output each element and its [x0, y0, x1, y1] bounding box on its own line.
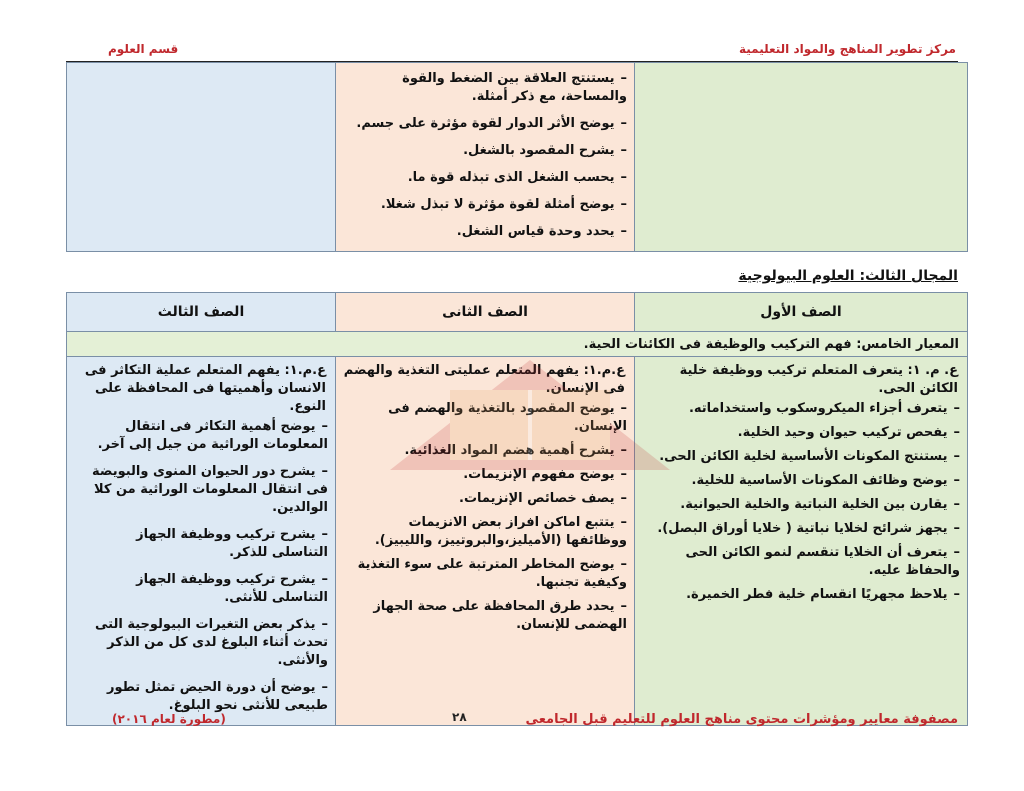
list-item: –يصف خصائص الإنزيمات.	[459, 491, 627, 506]
cell-grade3	[67, 357, 336, 726]
section-title: المجال الثالث: العلوم البيولوجية	[738, 268, 958, 284]
top-cell-grade1	[635, 63, 968, 252]
list-item: –يتعرف أجزاء الميكروسكوب واستخداماته.	[688, 401, 960, 416]
list-item: –يشرح أهمية هضم المواد الغذائية.	[404, 443, 627, 458]
list-item: –يوضح أهمية التكاثر فى انتقال المعلومات الوراثية من جيل إلى آخر.	[97, 419, 328, 452]
list-item: –يستنتج العلاقة بين الضغط والقوة والمساحة، مع ذكر أمثلة.	[402, 71, 627, 104]
top-table	[66, 62, 968, 252]
list-item: –يتتبع اماكن افراز بعض الانزيمات ووظائفها (الأميليز،والبروتييز، والليبيز).	[374, 515, 627, 548]
footer-document-title: مصفوفة معايير ومؤشرات محتوى مناهج العلوم للتعليم قبل الجامعى	[525, 712, 958, 727]
list-item: –يستنتج المكونات الأساسية لخلية الكائن الحى.	[659, 449, 960, 464]
footer-edition: (مطورة لعام ٢٠١٦)	[112, 712, 226, 726]
outcome-lead: ع.م.١: يفهم المتعلم عمليتى التغذية والهضم فى الإنسان.	[343, 363, 625, 396]
list-item: –يذكر بعض التغيرات البيولوجية التى تحدث أثناء البلوغ لدى كل من الذكر والأنثى.	[95, 617, 328, 668]
main-table	[66, 292, 968, 726]
list-item: –يوضح أمثلة لقوة مؤثرة لا تبذل شغلا.	[380, 197, 627, 212]
top-cell-grade3	[67, 63, 336, 252]
grade3-list	[68, 416, 334, 715]
standard-row: المعيار الخامس: فهم التركيب والوظيفة فى الكائنات الحية.	[67, 332, 968, 357]
list-item: –يشرح تركيب ووظيفة الجهاز التناسلى للأنثى.	[136, 572, 328, 605]
page-number: ٢٨	[452, 710, 467, 724]
list-item: –يحدد طرق المحافظة على صحة الجهاز الهضمى للإنسان.	[373, 599, 627, 632]
header-center-name: مركز تطوير المناهج والمواد التعليمية	[738, 42, 956, 56]
list-item: –يفحص تركيب حيوان وحيد الخلية.	[737, 425, 960, 440]
list-item: –يحدد وحدة قياس الشغل.	[456, 224, 627, 239]
top-cell-grade2	[336, 63, 635, 252]
list-item: –يحسب الشغل الذى تبذله قوة ما.	[407, 170, 627, 185]
grade2-list	[337, 398, 633, 634]
list-item: –يشرح دور الحيوان المنوى والبويضة فى انتقال المعلومات الوراثية من كلا الوالدين.	[92, 464, 328, 515]
list-item: –يتعرف أن الخلايا تنقسم لنمو الكائن الحى والحفاظ عليه.	[685, 545, 960, 578]
top-middle-list	[337, 64, 633, 241]
list-item: –يشرح المقصود بالشغل.	[463, 143, 627, 158]
column-header-grade2: الصف الثانى	[336, 293, 635, 332]
list-item: –يجهز شرائح لخلايا نباتية ( خلايا أوراق البصل).	[657, 521, 960, 536]
list-item: –يوضح الأثر الدوار لقوة مؤثرة على جسم.	[356, 116, 627, 131]
list-item: –يوضح أن دورة الحيض تمثل تطور طبيعى للأنثى نحو البلوغ.	[107, 680, 328, 713]
list-item: –يلاحظ مجهريًا انقسام خلية فطر الخميرة.	[686, 587, 960, 602]
cell-grade2	[336, 357, 635, 726]
list-item: –يشرح تركيب ووظيفة الجهاز التناسلى للذكر.	[136, 527, 328, 560]
list-item: –يقارن بين الخلية النباتية والخلية الحيوانية.	[680, 497, 960, 512]
cell-grade1	[635, 357, 968, 726]
header-department: قسم العلوم	[108, 42, 179, 56]
list-item: –يوضح المقصود بالتغذية والهضم فى الإنسان.	[388, 401, 627, 434]
outcome-lead: ع. م. ١: يتعرف المتعلم تركيب ووظيفة خلية الكائن الحى.	[679, 363, 958, 396]
grade1-list	[636, 398, 966, 604]
column-header-grade3: الصف الثالث	[67, 293, 336, 332]
outcome-lead: ع.م.١: يفهم المتعلم عملية التكاثر فى الانسان وأهميتها فى المحافظة على النوع.	[84, 363, 326, 414]
list-item: –يوضح المخاطر المترتبة على سوء التغذية وكيفية تجنبها.	[357, 557, 627, 590]
column-header-grade1: الصف الأول	[635, 293, 968, 332]
list-item: –يوضح وظائف المكونات الأساسية للخلية.	[691, 473, 960, 488]
list-item: –يوضح مفهوم الإنزيمات.	[463, 467, 627, 482]
